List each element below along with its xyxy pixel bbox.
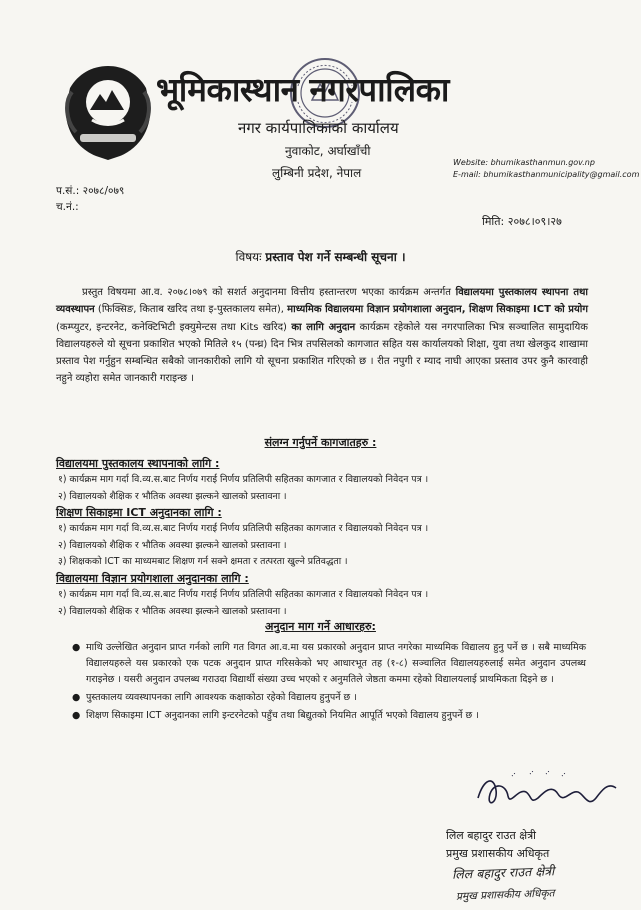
section-library: [56, 455, 596, 505]
subject-prefix: विषयः: [235, 250, 262, 264]
basis-text: शिक्षण सिकाइमा ICT अनुदानका लागि इन्टरनेटको पहुँच तथा बिद्युतको नियमित आपूर्ति भएको विद्यालय हुनुपर्ने छ ।: [86, 710, 479, 721]
notice-body: [56, 284, 588, 388]
section-item: २) विद्यालयको शैक्षिक र भौतिक अवस्था झल्कने खालको प्रस्तावना ।: [58, 605, 287, 617]
org-address-line1: नुवाकोट, अर्घाखाँची: [285, 144, 371, 158]
section-item: १) कार्यक्रम माग गर्दा वि.व्य.स.बाट निर्णय गराई निर्णय प्रतिलिपी सहितका कागजात र विद्यालयको निवेदन पत्र ।: [58, 474, 429, 485]
bullet-icon: ●: [72, 710, 81, 721]
body-text-2: (फिक्सिङ, किताब खरिद तथा इ-पुस्तकालय समेत),: [94, 304, 288, 316]
bullet-icon: ●: [72, 692, 81, 703]
basis-text: माथि उल्लेखित अनुदान प्राप्त गर्नको लागि गत विगत आ.व.मा यस प्रकारको अनुदान प्राप्त नगरेका माध्यमिक विद्यालय हुनु पर्ने छ । सबै माध्यमिक विद्यालयहरुले यस प्रकारको एक पटक अनुदान प्राप्त गरिसकेको भए आधारभूत तह (१-८) सञ्चालित विद्यालयहरुलाई समेत अनुदान उपलब्ध गराइनेछ । यसरी अनुदान उपलब्ध गराउदा विद्यार्थी संख्या उच्च भएको र अनुमतिले जेष्ठता कममा रहेको विद्यालयलाई प्राथमिकता दिइने छ ।: [86, 642, 586, 685]
body-text-3: (कम्प्युटर, इन्टरनेट, कनेक्टिभिटी इक्युमेन्टस तथा Kits खरिद): [56, 321, 292, 333]
handwritten-signature: [472, 768, 622, 818]
patra-sankhya: प.सं.: २०७८/०७९: [56, 185, 125, 197]
name-stamp: लिल बहादुर राउत क्षेत्री: [451, 863, 555, 882]
basis-text: पुस्तकालय व्यवस्थापनका लागि आवश्यक कक्षाकोठा रहेको विद्यालय हुनुपर्ने छ ।: [86, 692, 357, 703]
section-item: १) कार्यक्रम माग गर्दा वि.व्य.स.बाट निर्णय गराई निर्णय प्रतिलिपी सहितका कागजात र विद्यालयको निवेदन पत्र ।: [58, 589, 429, 600]
body-paragraph: [56, 284, 588, 388]
signatory-name: लिल बहादुर राउत क्षेत्री: [446, 829, 537, 842]
basis-item: [72, 708, 586, 724]
basis-list: [72, 640, 586, 726]
section-item: २) विद्यालयको शैक्षिक र भौतिक अवस्था झल्कने खालको प्रस्तावना ।: [58, 539, 287, 551]
website-text: Website: bhumikasthanmun.gov.np: [453, 158, 595, 167]
section-heading: शिक्षण सिकाइमा ICT अनुदानका लागि :: [56, 506, 222, 519]
attachments-heading: संलग्न गर्नुपर्ने कागजातहरु :: [264, 436, 377, 449]
section-item: २) विद्यालयको शैक्षिक र भौतिक अवस्था झल्कने खालको प्रस्तावना ।: [58, 490, 287, 502]
contact-block: [453, 157, 639, 181]
section-science-lab: [56, 570, 596, 620]
bullet-icon: ●: [72, 642, 81, 653]
org-name: भूमिकास्थान नगरपालिका: [156, 70, 449, 109]
nepal-emblem-icon: [62, 62, 154, 162]
chalani-number: च.नं.:: [56, 201, 79, 213]
letter-date: मिति: २०७८।०९।२७: [482, 215, 562, 228]
subject-text: प्रस्ताव पेश गर्ने सम्बन्धी सूचना ।: [265, 250, 406, 264]
org-office: नगर कार्यपालिकाको कार्यालय: [238, 119, 399, 137]
basis-heading: अनुदान माग गर्ने आधारहरु:: [265, 620, 376, 633]
body-text-1: प्रस्तुत विषयमा आ.व. २०७८।०७९ को सशर्त अनुदानमा वित्तीय हस्तान्तरण भएका कार्यक्रम अन्तर्गत: [82, 287, 456, 298]
section-item: १) कार्यक्रम माग गर्दा वि.व्य.स.बाट निर्णय गराई निर्णय प्रतिलिपी सहितका कागजात र विद्यालयको निवेदन पत्र ।: [58, 523, 429, 534]
basis-item: [72, 640, 586, 688]
email-text: E-mail: bhumikasthanmunicipality@gmail.com: [453, 170, 640, 179]
section-ict: [56, 504, 596, 571]
body-text-4: कार्यक्रम रहेकोले यस नगरपालिका भित्र सञ्चालित सामुदायिक विद्यालयहरुले यो सूचना प्रकाशित भएको मितिले १५ (पन्ध्र) दिन भित्र तपसिलको कागजात सहित यस कार्यालयको शिक्षा, युवा तथा खेलकुद शाखामा प्रस्ताव पेश गर्नुहुन सम्बन्धित सबैको जानकारीको लागि यो सूचना प्रकाशित गरिएको छ । रीत नपुगी र म्याद नाघी आएका प्रस्ताव उपर कुनै कारवाही नहुने व्यहोरा समेत जानकारी गराइन्छ ।: [56, 321, 588, 385]
section-heading: विद्यालयमा पुस्तकालय स्थापनाको लागि :: [56, 457, 220, 470]
org-address-line2: लुम्बिनी प्रदेश, नेपाल: [272, 166, 362, 180]
subject-line: [0, 248, 641, 265]
body-bold-3: का लागि अनुदान: [291, 321, 356, 333]
signatory-title: प्रमुख प्रशासकीय अधिकृत: [446, 847, 550, 860]
body-bold-2: माध्यमिक विद्यालयमा विज्ञान प्रयोगशाला अनुदान, शिक्षण सिकाइमा ICT को प्रयोग: [287, 304, 588, 316]
basis-item: [72, 690, 586, 706]
section-item: ३) शिक्षकको ICT का माध्यमबाट शिक्षण गर्न सक्ने क्षमता र तत्परता खुल्ने प्रतिवद्धता ।: [58, 556, 348, 567]
title-stamp: प्रमुख प्रशासकीय अधिकृत: [455, 887, 555, 903]
section-heading: विद्यालयमा विज्ञान प्रयोगशाला अनुदानका लागि :: [56, 572, 249, 585]
reference-block: [56, 183, 124, 215]
body-bold-1: विद्यालयमा पुस्तकालय स्थापना तथा व्यवस्थापन: [56, 287, 588, 316]
